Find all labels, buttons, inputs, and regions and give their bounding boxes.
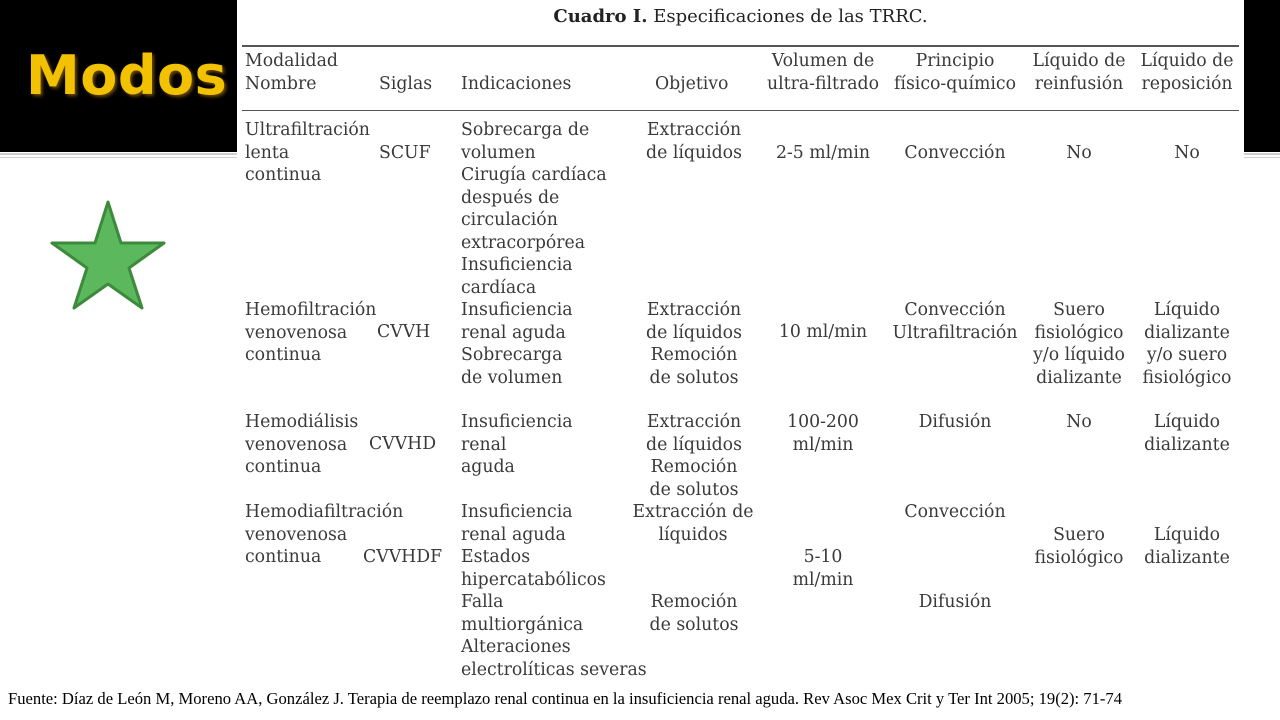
row-3-indicaciones: Insuficiencia renal aguda	[461, 412, 573, 477]
row-4-volumen: 5-10 ml/min	[792, 547, 854, 590]
row-3-volumen: 100-200 ml/min	[787, 412, 859, 455]
slide-title: Modos	[26, 44, 228, 107]
header-principio: Principio físico-químico	[894, 51, 1016, 94]
header-reinfusion: Líquido de reinfusión	[1032, 51, 1126, 94]
row-4-reposicion: Líquido dializante	[1144, 525, 1230, 568]
row-3-principio: Difusión	[918, 412, 992, 432]
row-2-reposicion: Líquido dializante y/o suero fisiológico	[1142, 300, 1232, 388]
row-3-nombre: Hemodiálisis venovenosa continua	[245, 412, 359, 477]
header-modalidad: Modalidad Nombre	[245, 51, 338, 94]
row-1-volumen: 2-5 ml/min	[775, 143, 871, 163]
row-4-objetivo-1: Extracción de líquidos	[632, 502, 754, 545]
table-caption	[237, 6, 1244, 27]
row-1-reposicion: No	[1174, 143, 1200, 163]
row-2-objetivo: Extracción de líquidos Remoción de solutos	[646, 300, 742, 388]
row-3-objetivo: Extracción de líquidos Remoción de solutos	[646, 412, 742, 500]
row-3-siglas: CVVHD	[369, 434, 437, 454]
row-1-reinfusion: No	[1066, 143, 1092, 163]
header-indicaciones: Indicaciones	[461, 74, 572, 94]
row-3-reposicion: Líquido dializante	[1144, 412, 1230, 455]
table-panel	[237, 0, 1244, 690]
row-4-siglas: CVVHDF	[363, 547, 443, 567]
header-siglas: Siglas	[379, 74, 433, 94]
caption-label: Cuadro I.	[553, 6, 648, 27]
header-volumen: Volumen de ultra-filtrado	[766, 51, 880, 94]
row-4-reinfusion: Suero fisiológico	[1034, 525, 1124, 568]
row-1-nombre: Ultrafiltración lenta continua	[245, 120, 370, 185]
row-4-indicaciones: Insuficiencia renal aguda Estados hipercatabólicos Falla multiorgánica Alteraciones electrolíticas severas	[461, 502, 647, 680]
row-2-reinfusion: Suero fisiológico y/o líquido dializante	[1033, 300, 1125, 388]
row-2-volumen: 10 ml/min	[778, 322, 868, 342]
table-top-rule	[242, 45, 1239, 47]
source-citation: Fuente: Díaz de León M, Moreno AA, González J. Terapia de reemplazo renal continua en la insuficiencia renal aguda. Rev Asoc Mex Crit y Ter Int 2005; 19(2): 71-74	[8, 689, 1123, 708]
table-header-rule	[242, 110, 1239, 111]
row-1-principio: Convección	[904, 143, 1006, 163]
row-4-objetivo-2: Remoción de solutos	[649, 592, 739, 635]
row-2-nombre: Hemofiltración venovenosa continua	[245, 300, 377, 365]
row-2-indicaciones: Insuficiencia renal aguda Sobrecarga de volumen	[461, 300, 573, 388]
row-3-reinfusion: No	[1066, 412, 1092, 432]
row-4-nombre: Hemodiafiltración venovenosa continua	[245, 502, 404, 567]
caption-text: Especificaciones de las TRRC.	[647, 6, 928, 27]
row-1-siglas: SCUF	[379, 143, 431, 163]
row-4-principio-2: Difusión	[918, 592, 992, 612]
row-2-principio: Convección Ultrafiltración	[892, 300, 1018, 343]
row-1-objetivo: Extracción de líquidos	[646, 120, 742, 163]
row-1-indicaciones: Sobrecarga de volumen Cirugía cardíaca después de circulación extracorpórea Insuficiencia cardíaca	[461, 120, 607, 298]
header-objetivo: Objetivo	[655, 74, 729, 94]
star-icon	[50, 198, 166, 312]
row-2-siglas: CVVH	[377, 322, 431, 342]
row-4-principio-1: Convección	[904, 502, 1006, 522]
header-reposicion: Líquido de reposición	[1140, 51, 1234, 94]
